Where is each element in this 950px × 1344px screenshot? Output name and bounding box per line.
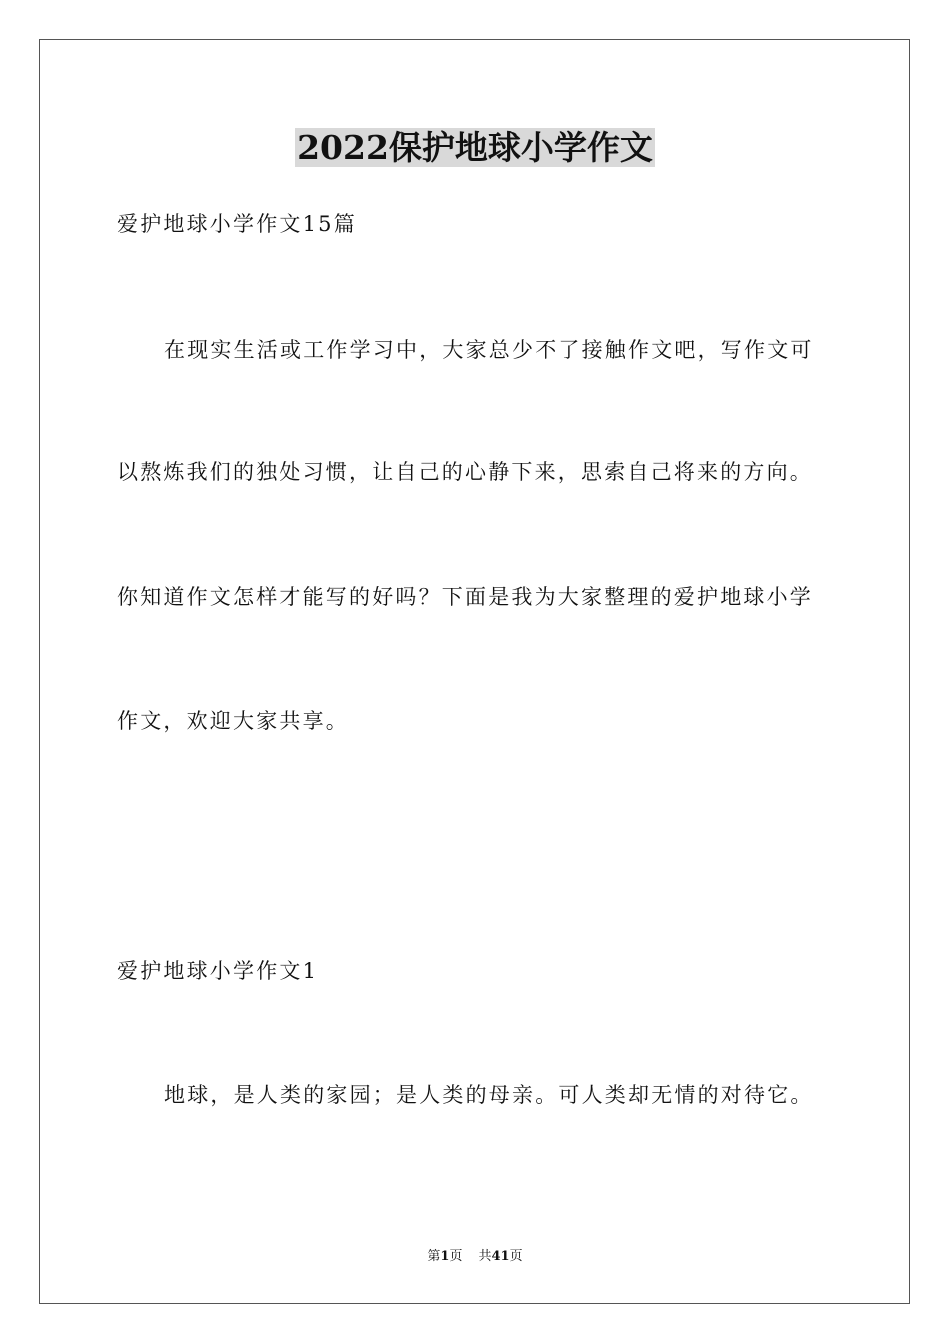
footer-total-pages: 41 [491, 1249, 510, 1264]
intro-line-4: 作文，欢迎大家共享。 [117, 709, 349, 733]
intro-line-1: 在现实生活或工作学习中，大家总少不了接触作文吧，写作文可 [164, 338, 814, 362]
footer-total-suffix: 页 [509, 1249, 523, 1264]
footer-total-prefix: 共 [478, 1249, 492, 1264]
document-title [0, 125, 950, 171]
footer-page-prefix: 第 [427, 1249, 441, 1264]
page-footer [0, 1248, 950, 1266]
document-title-text: 2022保护地球小学作文 [297, 128, 653, 167]
section-paragraph-line-1: 地球，是人类的家园；是人类的母亲。可人类却无情的对待它。 [164, 1083, 814, 1107]
intro-line-3: 你知道作文怎样才能写的好吗？下面是我为大家整理的爱护地球小学 [117, 585, 813, 609]
section-heading: 爱护地球小学作文1 [117, 959, 319, 983]
footer-page-suffix: 页 [449, 1249, 463, 1264]
document-subtitle: 爱护地球小学作文15篇 [117, 212, 357, 236]
intro-line-2: 以熬炼我们的独处习惯，让自己的心静下来，思索自己将来的方向。 [117, 460, 813, 484]
footer-page-number: 1 [440, 1249, 450, 1264]
